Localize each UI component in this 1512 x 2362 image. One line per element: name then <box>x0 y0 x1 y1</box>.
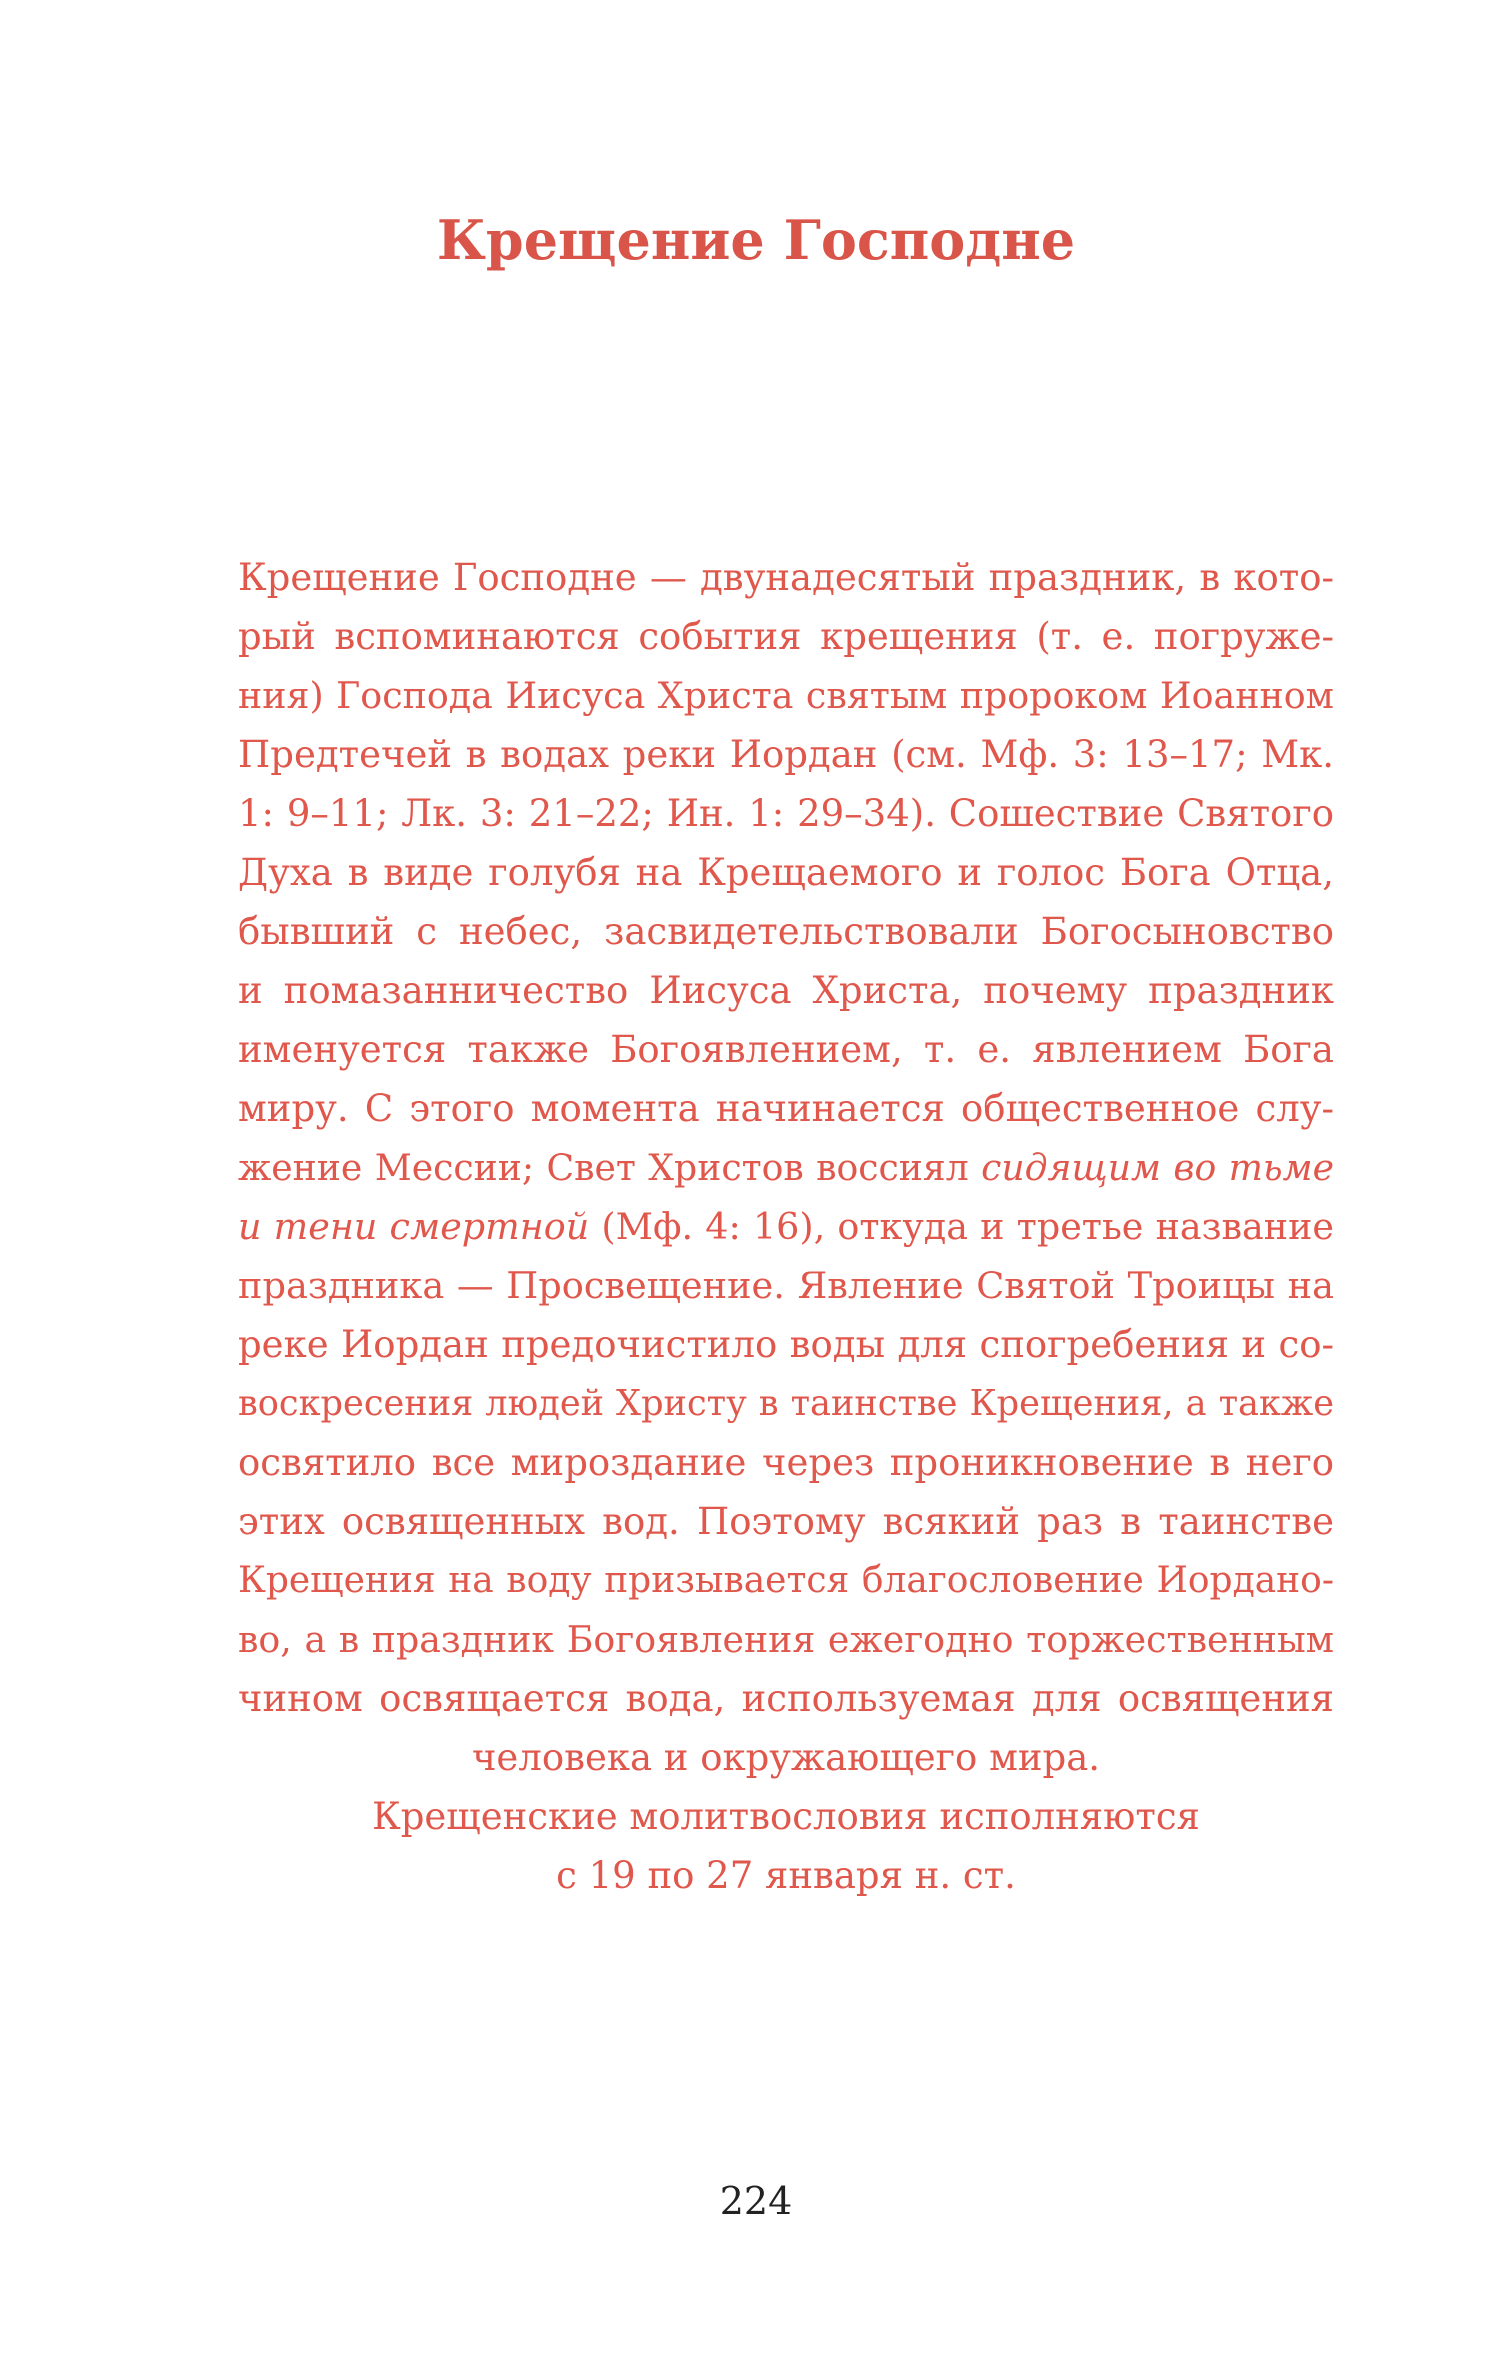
text-line: именуется также Богоявлением, т. е. явлением Бога <box>238 1028 1334 1071</box>
text-line: Предтечей в водах реки Иордан (см. Мф. 3: 13–17; Мк. <box>238 733 1334 776</box>
italic-quote: и тени смертной <box>238 1205 590 1248</box>
text-line: воскресения людей Христу в таинстве Крещения, а также <box>238 1383 1334 1424</box>
text-line: освятило все мироздание через проникновение в него <box>238 1441 1334 1484</box>
text-line: и помазанничество Иисуса Христа, почему праздник <box>238 969 1334 1012</box>
text-line: ния) Господа Иисуса Христа святым пророком Иоанном <box>238 674 1334 717</box>
page-number: 224 <box>719 2179 793 2223</box>
text-line: праздника — Просвещение. Явление Святой Троицы на <box>238 1264 1334 1307</box>
centered-line: с 19 по 27 января н. ст. <box>556 1854 1016 1897</box>
text-line: бывший с небес, засвидетельствовали Богосыновство <box>238 910 1334 953</box>
text-line: этих освященных вод. Поэтому всякий раз в таинстве <box>238 1500 1334 1543</box>
page-title: Крещение Господне <box>436 208 1076 272</box>
body-text <box>238 548 1334 1905</box>
text-line <box>238 1197 1334 1256</box>
text-line: Крещение Господне — двунадесятый праздник, в кото- <box>238 556 1334 599</box>
text-segment: жение Мессии; Свет Христов воссиял <box>238 1146 982 1189</box>
text-line: чином освящается вода, используемая для освящения <box>238 1677 1334 1720</box>
text-line: реке Иордан предочистило воды для спогребения и со- <box>238 1323 1334 1366</box>
text-line: Крещения на воду призывается благословение Иордано- <box>238 1560 1334 1601</box>
text-segment: (Мф. 4: 16), откуда и третье название <box>589 1205 1334 1248</box>
text-line: 1: 9–11; Лк. 3: 21–22; Ин. 1: 29–34). Сошествие Святого <box>238 792 1334 835</box>
centered-line: Крещенские молитвословия исполняются <box>372 1795 1200 1838</box>
text-line: рый вспоминаются события крещения (т. е. погруже- <box>238 615 1334 658</box>
text-line: Духа в виде голубя на Крещаемого и голос Бога Отца, <box>238 851 1334 894</box>
text-line: во, а в праздник Богоявления ежегодно торжественным <box>238 1618 1334 1661</box>
text-line: миру. С этого момента начинается общественное слу- <box>238 1087 1334 1130</box>
italic-quote: сидящим во тьме <box>981 1146 1335 1189</box>
centered-line: человека и окружающего мира. <box>471 1736 1101 1779</box>
text-line <box>238 1138 1334 1197</box>
